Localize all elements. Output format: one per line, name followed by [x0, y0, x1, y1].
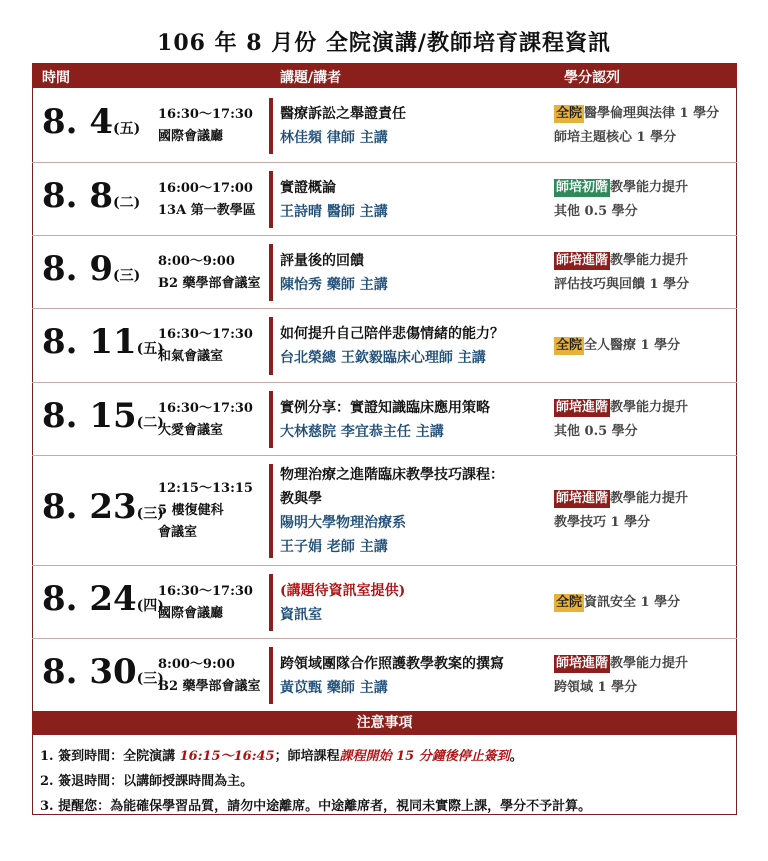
event-date-value: 8. 4 — [42, 102, 113, 142]
credit-badge: 全院 — [556, 594, 583, 610]
credit-line-1 — [554, 102, 719, 126]
header-topic: 講題/講者 — [280, 70, 342, 86]
event-credit — [554, 176, 688, 224]
event-time-venue — [158, 398, 253, 442]
row-divider-bar — [269, 244, 273, 301]
event-topic: 實證概論 — [280, 179, 336, 196]
event-time: 16:00～17:00 — [158, 180, 253, 196]
credit-line-2: 教學技巧 1 學分 — [554, 515, 651, 530]
event-venue: 大愛會議室 — [158, 422, 224, 438]
event-time-venue — [158, 178, 256, 222]
credit-line-2: 跨領域 1 學分 — [554, 679, 638, 695]
row-divider-bar — [269, 98, 273, 154]
event-venue: 和氣會議室 — [158, 349, 224, 364]
event-weekday: (三) — [136, 670, 164, 687]
credit-line-2: 師培主題核心 1 學分 — [554, 130, 677, 145]
event-topic-block — [280, 652, 504, 700]
event-topic: 教與學 — [280, 491, 322, 507]
event-topic-block — [280, 322, 504, 370]
credit-badge: 師培進階 — [556, 655, 609, 671]
event-time: 8:00～9:00 — [158, 656, 235, 672]
event-date-value: 8. 24 — [42, 578, 137, 619]
credit-badge: 師培初階 — [556, 179, 609, 195]
credit-primary: 資訊安全 1 學分 — [584, 594, 681, 610]
row-divider-bar — [269, 317, 273, 375]
event-credit — [554, 334, 680, 358]
event-speaker: 資訊室 — [280, 606, 322, 623]
event-topic-block — [280, 102, 406, 150]
event-topic: 如何提升自己陪伴悲傷情緒的能力？ — [280, 326, 504, 342]
credit-primary: 教學能力提升 — [610, 655, 689, 671]
event-time: 16:30～17:30 — [158, 327, 253, 342]
event-time: 16:30～17:30 — [158, 400, 253, 416]
row-divider-bar — [269, 171, 273, 228]
event-time-venue — [158, 104, 253, 148]
event-credit — [554, 591, 680, 615]
note-3: 3. 提醒您：為能確保學習品質，請勿中途離席。中途離席者，視同未實際上課，學分不予計算。 — [40, 799, 592, 814]
table-row — [32, 235, 737, 309]
event-weekday: (二) — [113, 194, 141, 211]
notes-header: 注意事項 — [32, 711, 737, 735]
event-weekday: (三) — [136, 506, 164, 522]
page-title: 106 年 8 月份 全院演講/教師培育課程資訊 — [157, 30, 611, 56]
event-speaker: 林佳頻 律師 主講 — [280, 130, 388, 146]
event-weekday: (五) — [136, 341, 164, 357]
note-1 — [40, 745, 523, 764]
event-venue: 5 樓復健科 — [158, 503, 224, 518]
event-credit — [554, 652, 688, 700]
event-topic: 評量後的回饋 — [280, 252, 364, 269]
event-speaker: 大林慈院 李宜恭主任 主講 — [280, 423, 444, 440]
event-date — [42, 176, 140, 216]
credit-line-1 — [554, 396, 688, 420]
event-topic: 醫療訴訟之舉證責任 — [280, 106, 406, 122]
event-time: 12:15～13:15 — [158, 481, 253, 496]
credit-primary: 全人醫療 1 學分 — [584, 338, 681, 353]
credit-badge: 師培進階 — [556, 399, 609, 415]
event-date — [42, 249, 140, 289]
credit-line-1 — [554, 652, 688, 676]
event-topic-block — [280, 579, 405, 627]
event-credit — [554, 249, 689, 297]
credit-line-1 — [554, 334, 680, 358]
event-time-venue — [158, 324, 253, 368]
note-1-emphasis: 課程開始 15 分鐘後停止簽到 — [339, 749, 510, 764]
event-speaker: 黃苡甄 藥師 主講 — [280, 679, 388, 696]
event-time: 16:30～17:30 — [158, 583, 253, 599]
note-1-mid: ；師培課程 — [274, 749, 340, 764]
event-speaker: 陽明大學物理治療系 — [280, 515, 406, 531]
header-credit: 學分認列 — [564, 70, 620, 86]
event-time: 8:00～9:00 — [158, 253, 235, 269]
credit-line-2: 其他 0.5 學分 — [554, 423, 638, 439]
event-topic: (講題待資訊室提供) — [280, 582, 406, 599]
table-row — [32, 565, 737, 639]
event-date — [42, 487, 164, 527]
credit-badge: 師培進階 — [556, 252, 609, 268]
event-date-value: 8. 9 — [42, 248, 113, 289]
event-weekday: (三) — [113, 267, 141, 284]
event-time-venue — [158, 654, 261, 698]
table-header — [32, 63, 737, 88]
event-time-venue — [158, 251, 261, 295]
event-credit — [554, 102, 719, 150]
event-venue: B2 藥學部會議室 — [158, 275, 261, 291]
note-2: 2. 簽退時間：以講師授課時間為主。 — [40, 774, 254, 789]
row-divider-bar — [269, 647, 273, 704]
row-divider-bar — [269, 464, 273, 558]
note-1-end: 。 — [509, 749, 523, 764]
credit-badge: 全院 — [556, 338, 583, 353]
credit-line-1 — [554, 249, 689, 273]
event-date-value: 8. 30 — [42, 651, 137, 692]
note-1-time: 16:15～16:45 — [179, 749, 275, 764]
credit-primary: 教學能力提升 — [610, 179, 689, 195]
credit-badge: 師培進階 — [556, 491, 609, 506]
credit-badge: 全院 — [556, 106, 583, 121]
credit-line-2: 評估技巧與回饋 1 學分 — [554, 276, 690, 292]
event-date — [42, 579, 164, 619]
event-date-value: 8. 15 — [42, 395, 137, 436]
note-1-prefix: 1. 簽到時間：全院演講 — [40, 749, 180, 764]
event-speaker: 陳怡秀 藥師 主講 — [280, 276, 388, 293]
event-topic: 跨領域團隊合作照護教學教案的撰寫 — [280, 655, 504, 672]
credit-line-1 — [554, 176, 688, 200]
event-time-venue — [158, 581, 253, 625]
event-topic: 實例分享：實證知識臨床應用策略 — [280, 399, 490, 416]
credit-primary: 教學能力提升 — [610, 252, 689, 268]
row-divider-bar — [269, 574, 273, 631]
credit-primary: 醫學倫理與法律 1 學分 — [584, 106, 720, 121]
event-weekday: (二) — [136, 414, 164, 431]
event-credit — [554, 487, 688, 535]
event-date-value: 8. 23 — [42, 487, 137, 527]
event-weekday: (五) — [113, 121, 141, 137]
event-venue: 13A 第一教學區 — [158, 202, 256, 218]
header-time: 時間 — [42, 70, 70, 86]
event-topic-block — [280, 249, 388, 297]
event-credit — [554, 396, 688, 444]
event-topic-block — [280, 463, 504, 559]
table-row — [32, 382, 737, 456]
event-speaker: 王子娟 老師 主講 — [280, 539, 388, 555]
event-date — [42, 396, 164, 436]
event-topic: 物理治療之進階臨床教學技巧課程： — [280, 467, 504, 483]
event-date-value: 8. 8 — [42, 175, 113, 216]
event-date-value: 8. 11 — [42, 322, 137, 362]
event-date — [42, 652, 164, 692]
table-row — [32, 638, 737, 712]
event-venue: B2 藥學部會議室 — [158, 678, 261, 694]
event-weekday: (四) — [136, 597, 164, 614]
event-time-venue — [158, 478, 253, 544]
event-speaker: 王詩晴 醫師 主講 — [280, 203, 388, 220]
row-divider-bar — [269, 391, 273, 448]
credit-line-1 — [554, 487, 688, 511]
event-venue: 會議室 — [158, 525, 198, 540]
event-date — [42, 322, 164, 362]
event-venue: 國際會議廳 — [158, 129, 224, 144]
credit-primary: 教學能力提升 — [610, 399, 689, 415]
event-venue: 國際會議廳 — [158, 605, 224, 621]
credit-line-2: 其他 0.5 學分 — [554, 203, 638, 219]
event-speaker: 台北榮總 王欽毅臨床心理師 主講 — [280, 350, 486, 366]
table-row — [32, 90, 737, 162]
event-date — [42, 102, 140, 142]
event-topic-block — [280, 396, 490, 444]
table-row — [32, 308, 737, 383]
table-row — [32, 455, 737, 566]
credit-primary: 教學能力提升 — [610, 491, 689, 506]
event-time: 16:30～17:30 — [158, 107, 253, 122]
credit-line-1 — [554, 591, 680, 615]
table-row — [32, 162, 737, 236]
event-topic-block — [280, 176, 388, 224]
